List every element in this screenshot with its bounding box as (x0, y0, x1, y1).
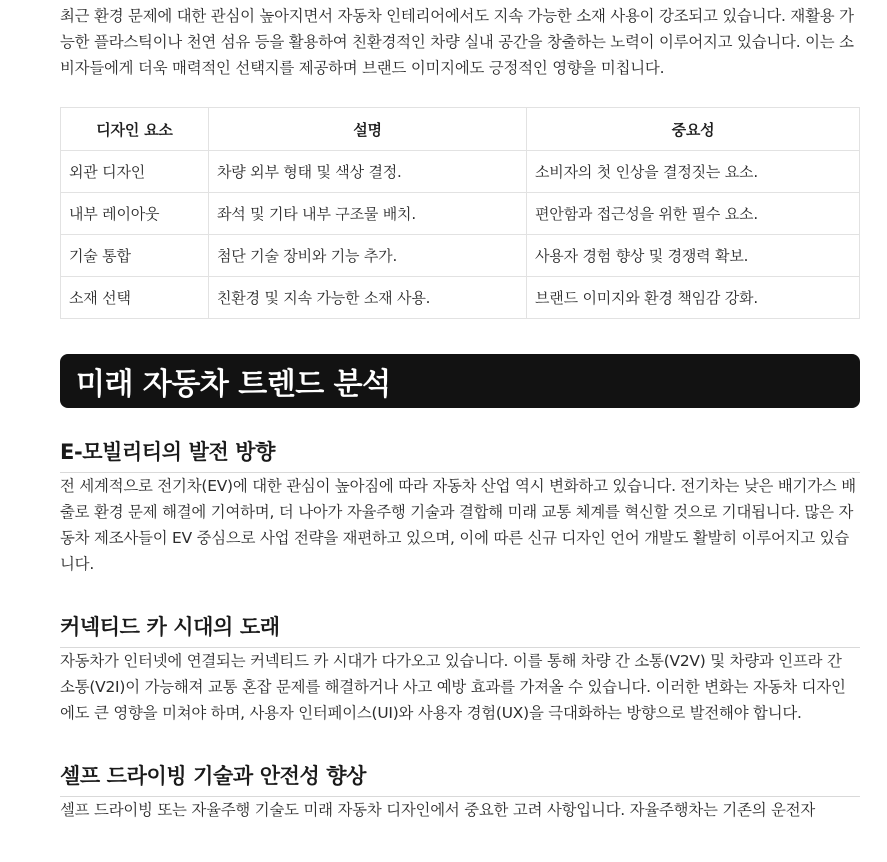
section-banner (60, 354, 860, 408)
section-title: E-모빌리티의 발전 방향 (60, 436, 860, 473)
table-cell: 친환경 및 지속 가능한 소재 사용. (209, 277, 527, 319)
table-header-row (61, 108, 860, 151)
banner-title: 미래 자동차 트렌드 분석 (76, 367, 391, 402)
section-body: 전 세계적으로 전기차(EV)에 대한 관심이 높아짐에 따라 자동차 산업 역시 변화하고 있습니다. 전기차는 낮은 배기가스 배출로 환경 문제 해결에 기여하며, 더 나아가 자율주행 기술과 결합해 미래 교통 체계를 혁신할 것으로 기대됩니다. 많은 자동차 제조사들이 EV 중심으로 사업 전략을 재편하고 있으며, 이에 따른 신규 디자인 언어 개발도 활발히 이루어지고 있습니다. (60, 477, 856, 573)
table-cell: 기술 통합 (61, 235, 209, 277)
section-emobility (60, 436, 860, 577)
intro-paragraph: 최근 환경 문제에 대한 관심이 높아지면서 자동차 인테리어에서도 지속 가능한 소재 사용이 강조되고 있습니다. 재활용 가능한 플라스틱이나 천연 섬유 등을 활용하여 친환경적인 차량 실내 공간을 창출하는 노력이 이루어지고 있습니다. 이는 소비자들에게 더욱 매력적인 선택지를 제공하며 브랜드 이미지에도 긍정적인 영향을 미칩니다. (60, 7, 854, 77)
section-body: 셀프 드라이빙 또는 자율주행 기술도 미래 자동차 디자인에서 중요한 고려 사항입니다. 자율주행차는 기존의 운전자 (60, 801, 816, 819)
table-row (61, 277, 860, 319)
table-header-cell: 중요성 (527, 108, 860, 151)
table-cell: 내부 레이아웃 (61, 193, 209, 235)
table-row (61, 235, 860, 277)
section-connected-car (60, 611, 860, 726)
table-cell: 차량 외부 형태 및 색상 결정. (209, 151, 527, 193)
section-body: 자동차가 인터넷에 연결되는 커넥티드 카 시대가 다가오고 있습니다. 이를 통해 차량 간 소통(V2V) 및 차량과 인프라 간 소통(V2I)이 가능해져 교통 혼잡 문제를 해결하거나 사고 예방 효과를 가져올 수 있습니다. 이러한 변화는 자동차 디자인에도 큰 영향을 미쳐야 하며, 사용자 인터페이스(UI)와 사용자 경험(UX)을 극대화하는 방향으로 발전해야 합니다. (60, 652, 846, 722)
article-content (60, 3, 860, 823)
table-cell: 소비자의 첫 인상을 결정짓는 요소. (527, 151, 860, 193)
table-header-cell: 설명 (209, 108, 527, 151)
table-cell: 브랜드 이미지와 환경 책임감 강화. (527, 277, 860, 319)
design-elements-table (60, 107, 860, 319)
table-cell: 사용자 경험 향상 및 경쟁력 확보. (527, 235, 860, 277)
table-cell: 소재 선택 (61, 277, 209, 319)
table-cell: 편안함과 접근성을 위한 필수 요소. (527, 193, 860, 235)
section-title: 커넥티드 카 시대의 도래 (60, 611, 860, 648)
table-cell: 외관 디자인 (61, 151, 209, 193)
table-header-cell: 디자인 요소 (61, 108, 209, 151)
table-cell: 첨단 기술 장비와 기능 추가. (209, 235, 527, 277)
section-title: 셀프 드라이빙 기술과 안전성 향상 (60, 760, 860, 797)
table-row (61, 151, 860, 193)
table-row (61, 193, 860, 235)
section-self-driving (60, 760, 860, 823)
table-cell: 좌석 및 기타 내부 구조물 배치. (209, 193, 527, 235)
